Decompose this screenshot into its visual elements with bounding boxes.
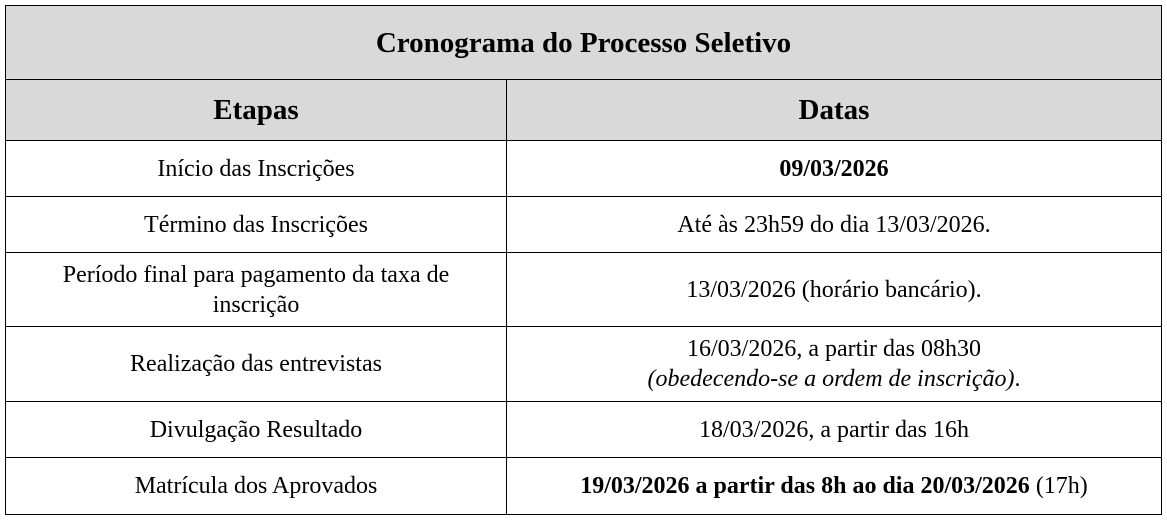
header-row — [6, 80, 1162, 141]
header-datas: Datas — [507, 80, 1162, 141]
etapa-line-1: Período final para pagamento da taxa de — [62, 261, 450, 288]
data-line-1: 16/03/2026, a partir das 08h30 — [687, 336, 981, 362]
table-row — [6, 253, 1162, 327]
data-bold-text: 19/03/2026 a partir das 8h ao dia 20/03/2026 — [580, 473, 1030, 499]
etapa-line-2: inscrição — [212, 291, 300, 318]
data-cell: Até às 23h59 do dia 13/03/2026. — [507, 197, 1162, 253]
data-cell — [507, 458, 1162, 515]
table-row — [6, 402, 1162, 458]
table-row — [6, 197, 1162, 253]
etapa-cell: Término das Inscrições — [6, 197, 507, 253]
header-etapas: Etapas — [6, 80, 507, 141]
table-row — [6, 458, 1162, 515]
data-suffix-text: (17h) — [1029, 473, 1088, 499]
data-line-2 — [515, 364, 1153, 394]
table-row — [6, 327, 1162, 402]
schedule-table-wrapper — [5, 5, 1162, 515]
table-row — [6, 141, 1162, 197]
etapa-cell — [6, 253, 507, 327]
etapa-cell: Matrícula dos Aprovados — [6, 458, 507, 515]
data-cell: 13/03/2026 (horário bancário). — [507, 253, 1162, 327]
data-note-italic: (obedecendo-se a ordem de inscrição) — [647, 366, 1015, 392]
data-cell: 09/03/2026 — [507, 141, 1162, 197]
title-row — [6, 6, 1162, 80]
etapa-cell: Divulgação Resultado — [6, 402, 507, 458]
data-note-suffix: . — [1014, 366, 1021, 392]
schedule-table — [5, 5, 1162, 515]
etapa-cell: Início das Inscrições — [6, 141, 507, 197]
etapa-cell: Realização das entrevistas — [6, 327, 507, 402]
data-cell: 18/03/2026, a partir das 16h — [507, 402, 1162, 458]
data-cell — [507, 327, 1162, 402]
table-title: Cronograma do Processo Seletivo — [6, 6, 1162, 80]
